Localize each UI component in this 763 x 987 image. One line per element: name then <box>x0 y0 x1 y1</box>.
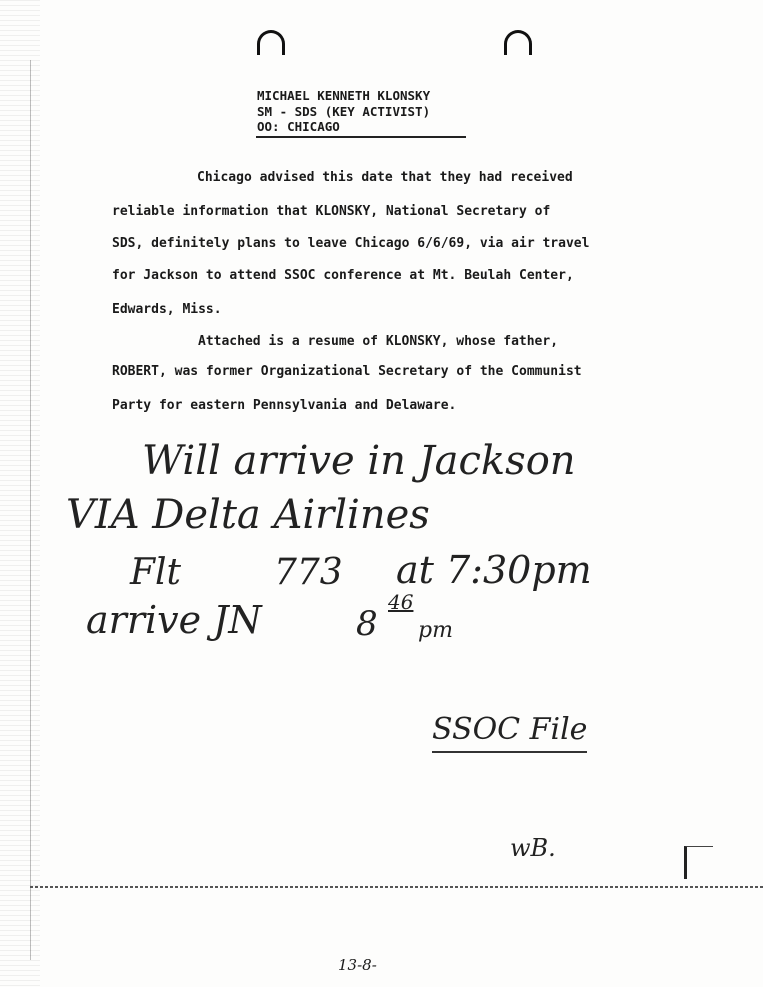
handwritten-arrival-pm: pm <box>418 618 453 643</box>
handwritten-note-line: VIA Delta Airlines <box>66 492 430 538</box>
handwritten-flight-number: 773 <box>274 552 343 593</box>
page-number: 13-8- <box>338 956 377 974</box>
page-fold-line <box>30 886 763 888</box>
punch-hole-icon <box>257 30 285 55</box>
body-line: reliable information that KLONSKY, National Secretary of <box>112 204 551 219</box>
handwritten-flight-label: Flt <box>130 552 181 593</box>
body-line: ROBERT, was former Organizational Secretary of the Communist <box>112 364 582 379</box>
handwritten-arrival-label: arrive JN <box>86 598 262 642</box>
body-line: SDS, definitely plans to leave Chicago 6/6/69, via air travel <box>112 236 590 251</box>
document-header <box>257 88 477 135</box>
header-underline <box>256 136 466 138</box>
body-line: Party for eastern Pennsylvania and Delaware. <box>112 398 457 413</box>
handwritten-note-line: Will arrive in Jackson <box>142 438 576 484</box>
scan-edge-shadow <box>0 0 40 987</box>
handwritten-initials: wB. <box>510 834 556 862</box>
scan-bracket-mark <box>684 846 713 879</box>
handwritten-arrival-hour: 8 <box>356 604 378 644</box>
handwritten-departure-time: at 7:30pm <box>396 548 592 592</box>
subject-classification: SM - SDS (KEY ACTIVIST) <box>257 103 431 119</box>
scan-edge-line <box>30 60 31 960</box>
body-line: for Jackson to attend SSOC conference at Mt. Beulah Center, <box>112 268 574 283</box>
subject-name: MICHAEL KENNETH KLONSKY <box>257 88 431 103</box>
body-line: Chicago advised this date that they had received <box>197 170 573 185</box>
body-line: Edwards, Miss. <box>112 302 222 317</box>
handwritten-file-note: SSOC File <box>432 712 587 753</box>
handwritten-arrival-minutes: 46 <box>388 590 414 614</box>
body-line: Attached is a resume of KLONSKY, whose father, <box>198 334 559 349</box>
office-of-origin: OO: CHICAGO <box>257 119 340 134</box>
punch-hole-icon <box>504 30 532 55</box>
